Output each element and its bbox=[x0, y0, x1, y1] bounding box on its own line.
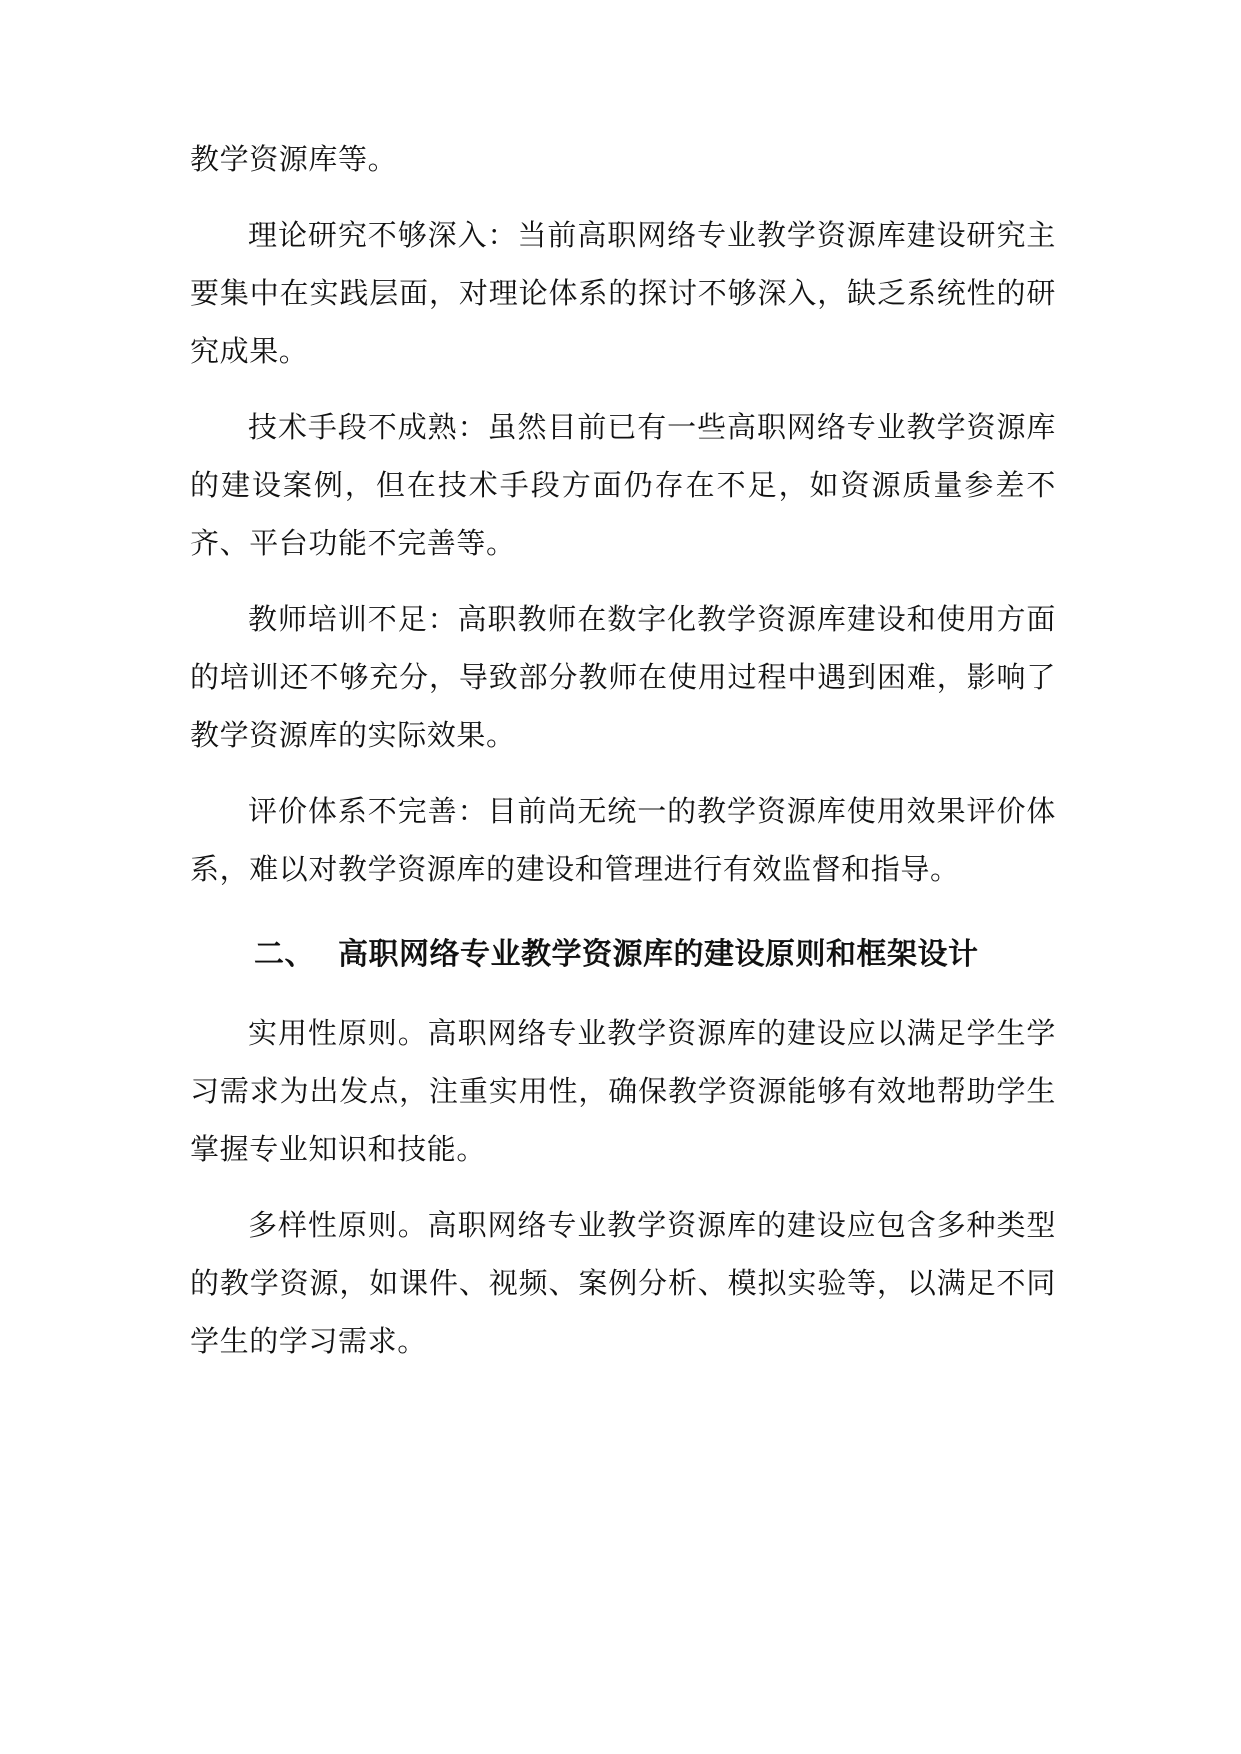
paragraph-diversity-principle: 多样性原则。高职网络专业教学资源库的建设应包含多种类型的教学资源，如课件、视频、案例分析、模拟实验等，以满足不同学生的学习需求。 bbox=[190, 1208, 1056, 1358]
paragraph-practicality-principle: 实用性原则。高职网络专业教学资源库的建设应以满足学生学习需求为出发点，注重实用性，确保教学资源能够有效地帮助学生掌握专业知识和技能。 bbox=[190, 1016, 1056, 1166]
page-content bbox=[190, 130, 1056, 1388]
section-number: 二、 bbox=[254, 937, 315, 972]
paragraph-continuation: 教学资源库等。 bbox=[190, 142, 398, 176]
paragraph-teacher-training: 教师培训不足：高职教师在数字化教学资源库建设和使用方面的培训还不够充分，导致部分教师在使用过程中遇到困难，影响了教学资源库的实际效果。 bbox=[190, 602, 1056, 752]
paragraph-technical-means: 技术手段不成熟：虽然目前已有一些高职网络专业教学资源库的建设案例，但在技术手段方面仍存在不足，如资源质量参差不齐、平台功能不完善等。 bbox=[190, 410, 1056, 560]
section-title: 高职网络专业教学资源库的建设原则和框架设计 bbox=[338, 937, 979, 972]
section-heading bbox=[190, 926, 1056, 984]
paragraph-theory-research: 理论研究不够深入：当前高职网络专业教学资源库建设研究主要集中在实践层面，对理论体系的探讨不够深入，缺乏系统性的研究成果。 bbox=[190, 218, 1056, 368]
paragraph-evaluation-system: 评价体系不完善：目前尚无统一的教学资源库使用效果评价体系，难以对教学资源库的建设和管理进行有效监督和指导。 bbox=[190, 794, 1056, 886]
